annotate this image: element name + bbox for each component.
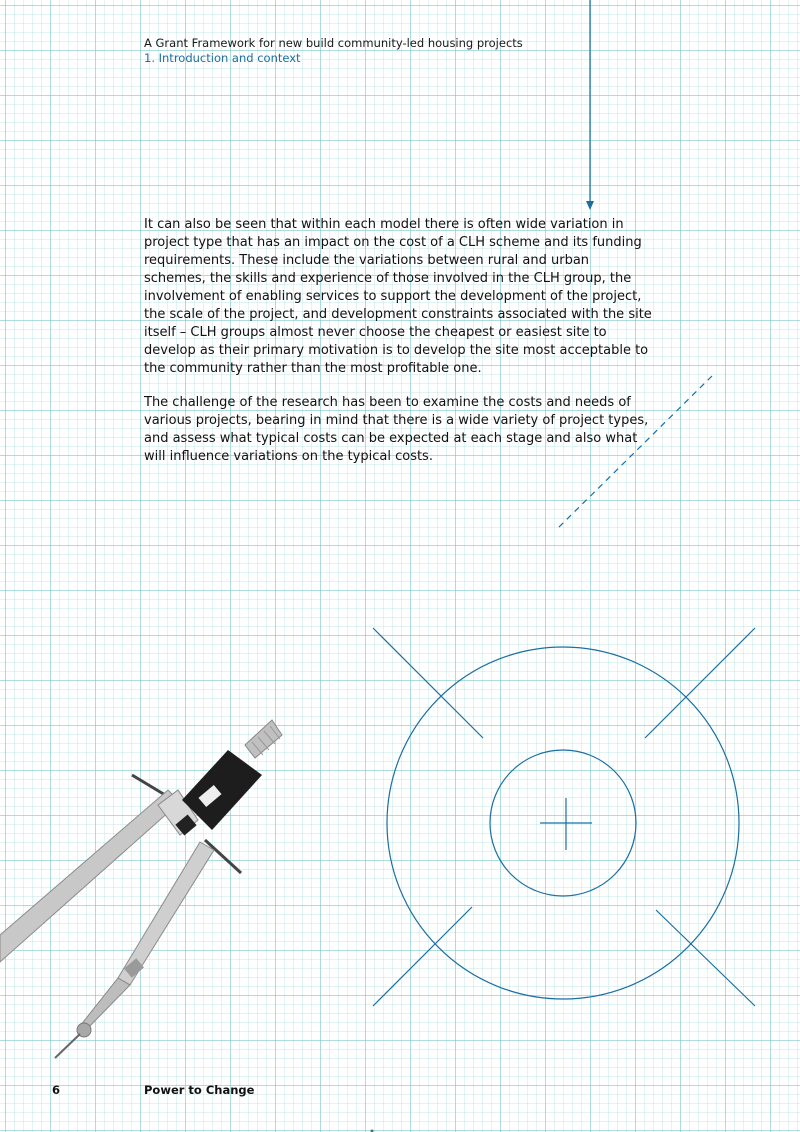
drawing-compass-image — [0, 720, 282, 1058]
paragraph: The challenge of the research has been to examine the costs and needs of various projects, bearing in mind that there is a wide variety of project types, and assess what typical costs can be expected at each stage and also what will influence variations on the typical costs. — [144, 395, 649, 464]
document-title: A Grant Framework for new build community-led housing projects — [144, 36, 523, 50]
paragraph: It can also be seen that within each model there is often wide variation in project type that has an impact on the cost of a CLH scheme and its funding requirements. These include the variations between rural and urban schemes, the skills and experience of those involved in the CLH group, the involvement of enabling services to support the development of the project, the scale of the project, and development constraints associated with the site itself – CLH groups almost never choose the cheapest or easiest site to develop as their primary motivation is to develop the site most acceptable to the community rather than the most profitable one. — [144, 217, 652, 376]
dashed-guide-line — [558, 376, 712, 528]
page-number: 6 — [52, 1083, 61, 1097]
target-diagram — [373, 628, 755, 1006]
publisher-name: Power to Change — [144, 1083, 255, 1097]
down-arrow-icon — [586, 0, 594, 210]
section-title: 1. Introduction and context — [144, 51, 301, 65]
